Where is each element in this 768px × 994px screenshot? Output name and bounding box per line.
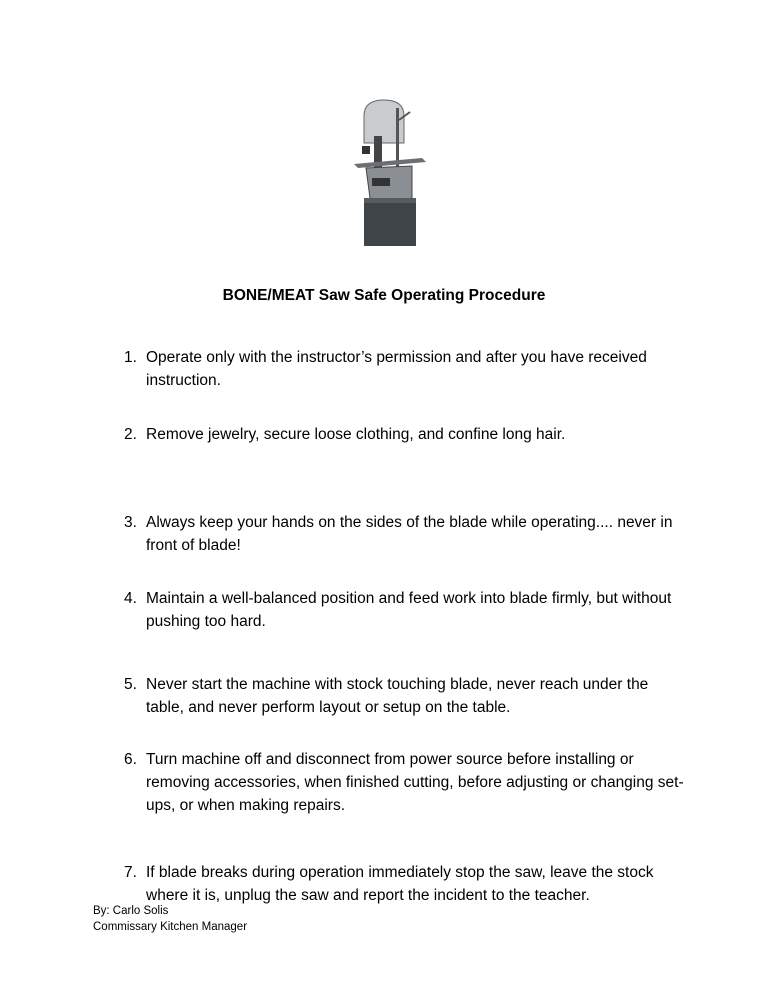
item-text: Operate only with the instructor’s permission and after you have received instruction. (146, 349, 647, 389)
author: By: Carlo Solis (93, 905, 169, 917)
list-item (124, 673, 684, 719)
item-number: 4. (124, 590, 137, 607)
item-number: 3. (124, 514, 137, 531)
item-text: Never start the machine with stock touching blade, never reach under the table, and never perform layout or setup on the table. (146, 676, 649, 716)
list-item (124, 423, 684, 446)
list-item (124, 346, 684, 392)
list-item (124, 511, 684, 557)
item-text: If blade breaks during operation immediately stop the saw, leave the stock where it is, unplug the saw and report the incident to the teacher. (146, 864, 654, 904)
item-text: Turn machine off and disconnect from power source before installing or removing accessories, when finished cutting, before adjusting or changing set-ups, or when making repairs. (146, 751, 684, 814)
band-saw-image (352, 98, 428, 248)
author-role: Commissary Kitchen Manager (93, 921, 248, 933)
item-text: Always keep your hands on the sides of the blade while operating.... never in front of blade! (146, 514, 673, 554)
list-item (124, 861, 684, 907)
item-number: 6. (124, 751, 137, 768)
item-number: 7. (124, 864, 137, 881)
document-title: BONE/MEAT Saw Safe Operating Procedure (222, 287, 546, 304)
item-text: Maintain a well-balanced position and feed work into blade firmly, but without pushing too hard. (146, 590, 672, 630)
item-number: 2. (124, 426, 137, 443)
item-number: 5. (124, 676, 137, 693)
item-number: 1. (124, 349, 137, 366)
item-text: Remove jewelry, secure loose clothing, and confine long hair. (146, 426, 566, 443)
list-item (124, 748, 684, 817)
list-item (124, 587, 684, 633)
footer (93, 903, 247, 935)
